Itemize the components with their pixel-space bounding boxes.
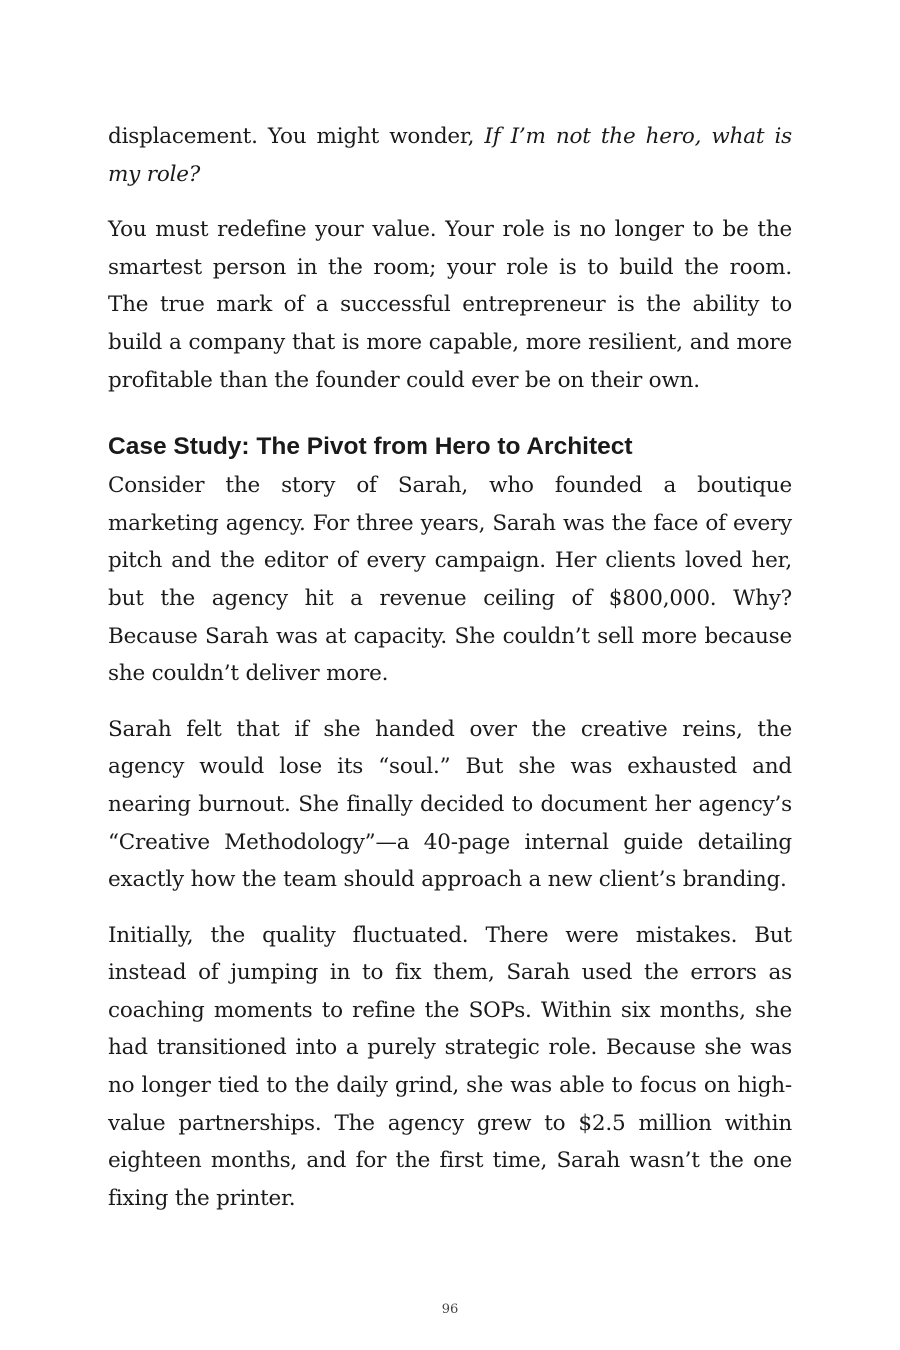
- page-number: 96: [441, 1302, 459, 1317]
- case-study-paragraph-1: Consider the story of Sarah, who founded a boutique marketing agency. For three years, Sarah was the face of every pitch and the editor of every campaign. Her clients loved her, but the agency hit a revenue ceiling of $800,000. Why? Because Sarah was at capacity. She couldn’t sell more because she couldn’t deliver more.: [108, 473, 792, 687]
- intro-paragraph-1-italic: If I’m not the hero, what is my role?: [108, 124, 792, 187]
- case-study-paragraph-2: Sarah felt that if she handed over the creative reins, the agency would lose its “soul.” But she was exhausted and nearing burnout. She finally decided to document her agency’s “Creative Methodology”—a 40-page internal guide detailing exactly how the team should approach a new client’s branding.: [108, 716, 792, 893]
- intro-paragraph-1: [108, 118, 792, 193]
- case-study-paragraph-3: Initially, the quality fluctuated. There were mistakes. But instead of jumping in to fix them, Sarah used the errors as coaching moments to refine the SOPs. Within six months, she had transitioned into a purely strategic role. Because she was no longer tied to the daily grind, she was able to focus on high-value partnerships. The agency grew to $2.5 million within eighteen months, and for the first time, Sarah wasn’t the one fixing the printer.: [108, 922, 792, 1211]
- page-body: [108, 118, 792, 1217]
- section-heading: Case Study: The Pivot from Hero to Architect: [108, 433, 633, 461]
- intro-paragraph-1-text: displacement. You might wonder,: [108, 124, 485, 149]
- intro-paragraph-2: You must redefine your value. Your role is no longer to be the smartest person in the room; your role is to build the room. The true mark of a successful entrepreneur is the ability to build a company that is more capable, more resilient, and more profitable than the founder could ever be on their own.: [108, 217, 792, 393]
